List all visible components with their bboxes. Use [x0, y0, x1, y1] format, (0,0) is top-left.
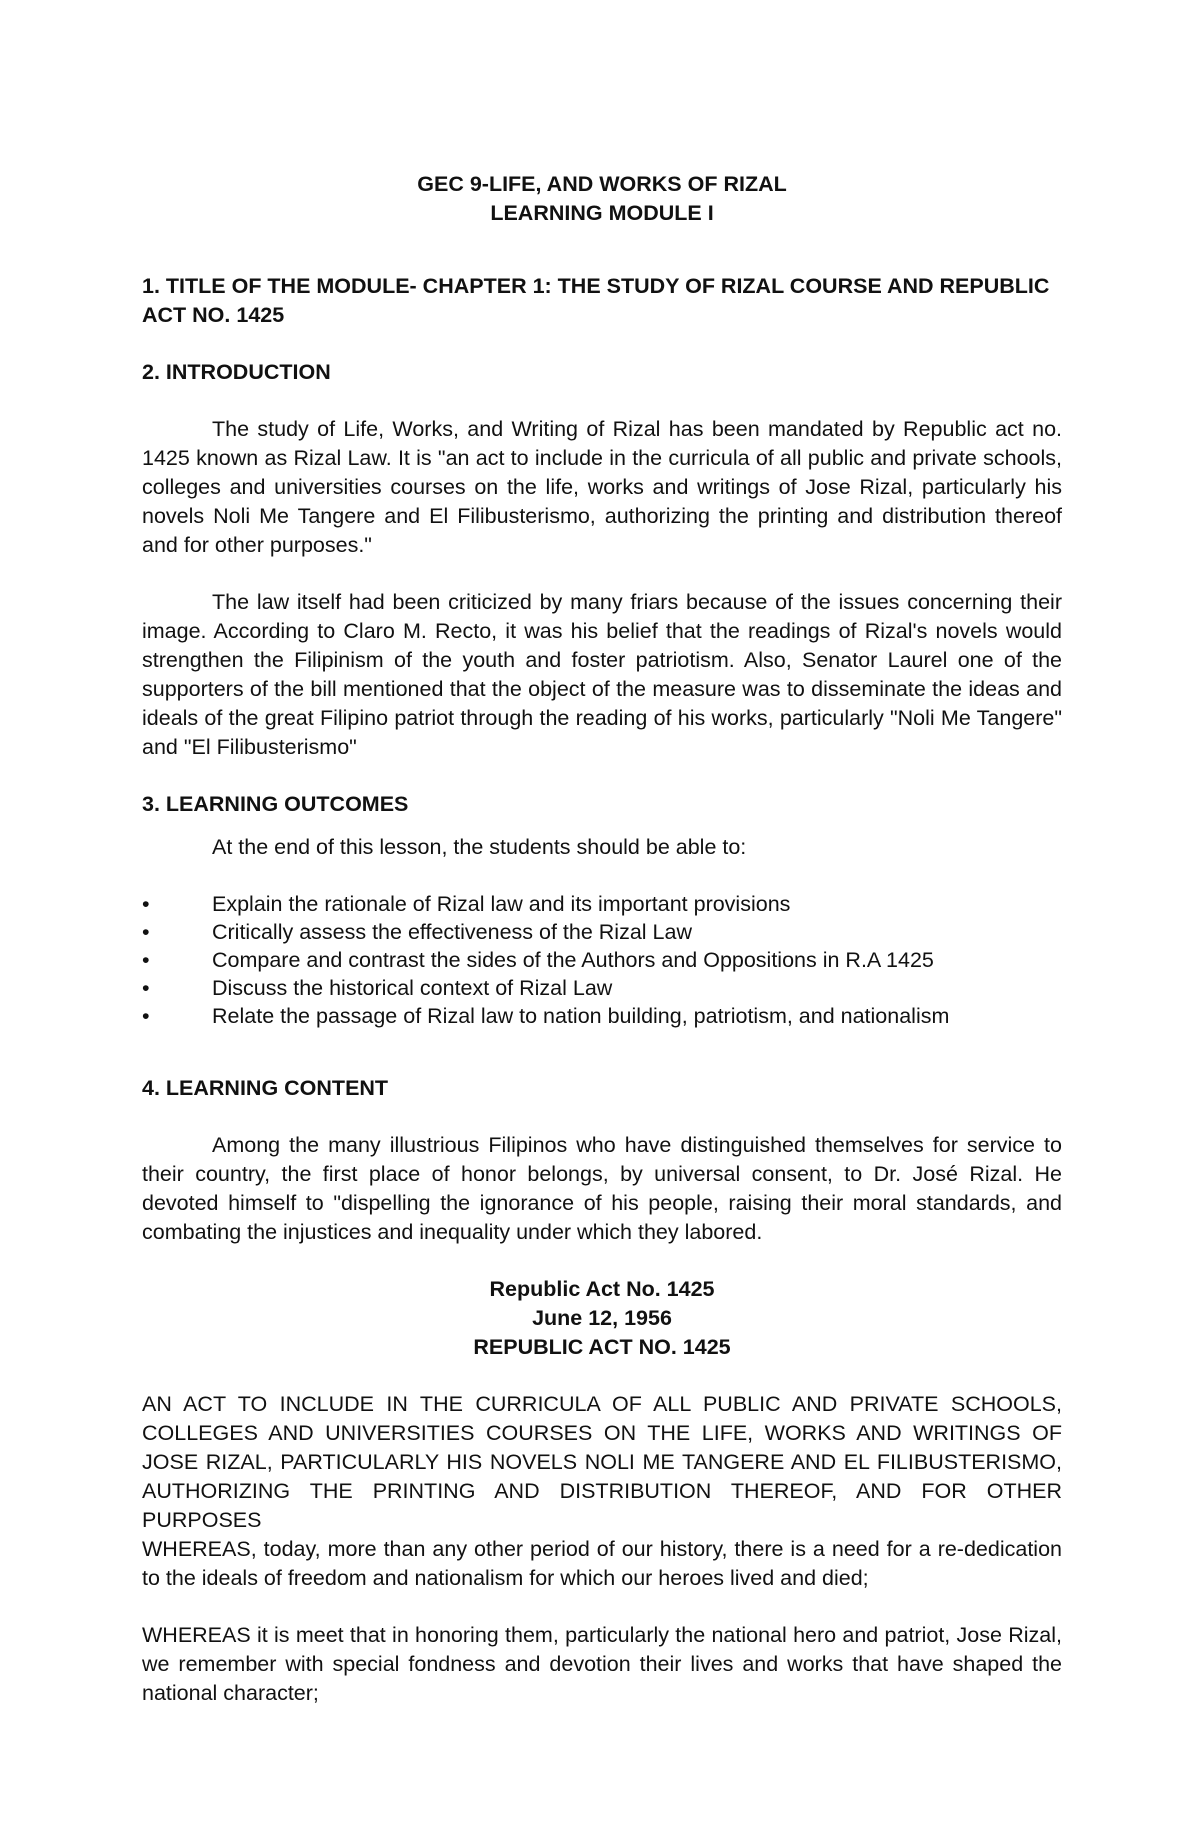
act-title-block — [142, 1275, 1062, 1362]
bullet-icon: • — [142, 976, 150, 1000]
act-caption: AN ACT TO INCLUDE IN THE CURRICULA OF ALL PUBLIC AND PRIVATE SCHOOLS, COLLEGES AND UNIVERSITIES COURSES ON THE LIFE, WORKS AND WRITINGS OF JOSE RIZAL, PARTICULARLY HIS NOVELS NOLI ME TANGERE AND EL FILIBUSTERISMO, AUTHORIZING THE PRINTING AND DISTRIBUTION THEREOF, AND FOR OTHER PURPOSES — [142, 1392, 1062, 1532]
bullet-icon: • — [142, 1004, 150, 1028]
list-item-text: Relate the passage of Rizal law to nation building, patriotism, and nationalism — [212, 1004, 950, 1028]
bullet-icon: • — [142, 892, 150, 916]
section-title-learning-outcomes: 3. LEARNING OUTCOMES — [142, 792, 409, 816]
act-title-upper: REPUBLIC ACT NO. 1425 — [473, 1335, 731, 1359]
document-content — [142, 170, 1062, 1708]
intro-paragraph-2: The law itself had been criticized by many friars because of the issues concerning their image. According to Claro M. Recto, it was his belief that the readings of Rizal's novels would strengthen the Filipinism of the youth and foster patriotism. Also, Senator Laurel one of the supporters of the bill mentioned that the object of the measure was to disseminate the ideas and ideals of the great Filipino patriot through the reading of his works, particularly "Noli Me Tangere" and "El Filibusterismo" — [142, 590, 1062, 759]
module-header — [142, 170, 1062, 228]
act-whereas-2: WHEREAS it is meet that in honoring them, particularly the national hero and patriot, Jose Rizal, we remember with special fondness and devotion their lives and works that have shaped the national character; — [142, 1623, 1062, 1705]
content-paragraph: Among the many illustrious Filipinos who have distinguished themselves for service to their country, the first place of honor belongs, by universal consent, to Dr. José Rizal. He devoted himself to "dispelling the ignorance of his people, raising their moral standards, and combating the injustices and inequality under which they labored. — [142, 1133, 1062, 1244]
learning-outcomes-list — [142, 890, 1062, 1030]
module-number: LEARNING MODULE I — [490, 201, 714, 225]
list-item-text: Compare and contrast the sides of the Authors and Oppositions in R.A 1425 — [212, 948, 934, 972]
section-title-introduction: 2. INTRODUCTION — [142, 360, 331, 384]
section-title-learning-content: 4. LEARNING CONTENT — [142, 1076, 389, 1100]
act-whereas-1: WHEREAS, today, more than any other period of our history, there is a need for a re-dedication to the ideals of freedom and nationalism for which our heroes lived and died; — [142, 1537, 1062, 1590]
intro-paragraph-1: The study of Life, Works, and Writing of Rizal has been mandated by Republic act no. 1425 known as Rizal Law. It is "an act to include in the curricula of all public and private schools, colleges and universities courses on the life, works and writings of Jose Rizal, particularly his novels Noli Me Tangere and El Filibusterismo, authorizing the printing and distribution thereof and for other purposes." — [142, 417, 1062, 557]
act-date: June 12, 1956 — [532, 1306, 672, 1330]
list-item-text: Discuss the historical context of Rizal Law — [212, 976, 613, 1000]
list-item-text: Explain the rationale of Rizal law and its important provisions — [212, 892, 791, 916]
list-item — [142, 946, 1062, 974]
list-item — [142, 890, 1062, 918]
outcomes-intro: At the end of this lesson, the students should be able to: — [212, 835, 747, 859]
act-title: Republic Act No. 1425 — [489, 1277, 715, 1301]
bullet-icon: • — [142, 948, 150, 972]
module-course-title: GEC 9-LIFE, AND WORKS OF RIZAL — [417, 172, 787, 196]
bullet-icon: • — [142, 920, 150, 944]
list-item — [142, 1002, 1062, 1030]
list-item-text: Critically assess the effectiveness of the Rizal Law — [212, 920, 692, 944]
section-title-module: 1. TITLE OF THE MODULE- CHAPTER 1: THE STUDY OF RIZAL COURSE AND REPUBLIC ACT NO. 1425 — [142, 274, 1050, 327]
list-item — [142, 974, 1062, 1002]
list-item — [142, 918, 1062, 946]
